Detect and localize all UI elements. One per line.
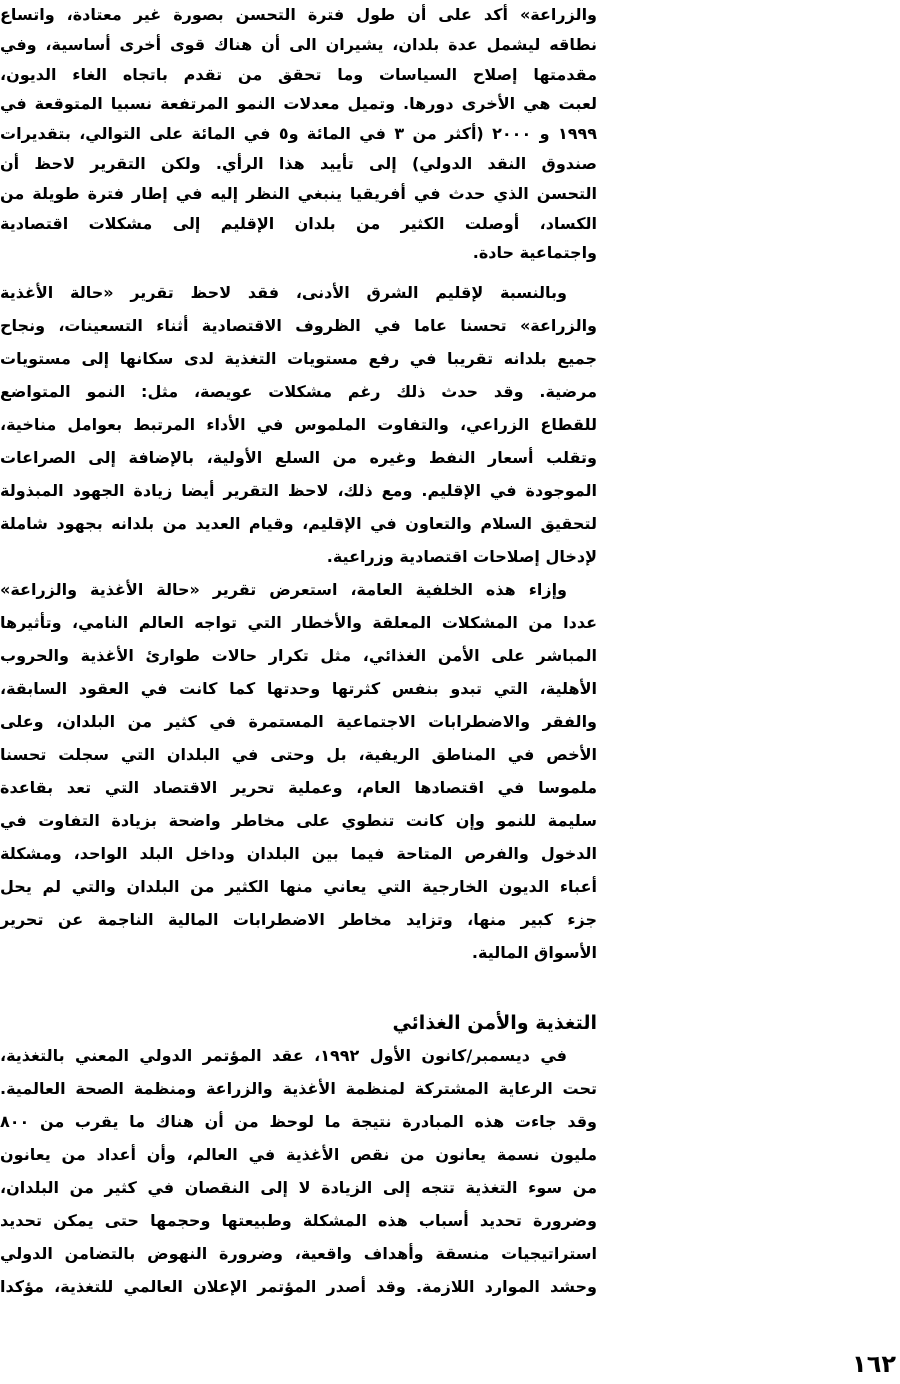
paragraph-2 — [0, 276, 597, 573]
text-line: من سوء التغذية تتجه إلى الزيادة لا إلى النقصان في كثير من البلدان، — [0, 1178, 597, 1198]
text-line: الموجودة في الإقليم. ومع ذلك، لاحظ التقرير أيضا زيادة الجهود المبذولة — [0, 481, 597, 501]
paragraph-1 — [0, 0, 597, 268]
text-line: عددا من المشكلات المعلقة والأخطار التي تواجه العالم النامي، وتأثيرها — [0, 613, 597, 633]
text-line: ملموسا في اقتصادها العام، وعملية تحرير الاقتصاد التي تعد بقاعدة — [0, 778, 597, 798]
text-line: وحشد الموارد اللازمة. وقد أصدر المؤتمر الإعلان العالمي للتغذية، مؤكدا — [0, 1277, 597, 1297]
text-line: تحت الرعاية المشتركة لمنظمة الأغذية والزراعة ومنظمة الصحة العالمية. — [0, 1079, 597, 1099]
text-line: مقدمتها إصلاح السياسات وما تحقق من تقدم باتجاه الغاء الديون، — [0, 64, 597, 84]
text-line: نطاقه ليشمل عدة بلدان، يشيران الى أن هناك قوى أخرى أساسية، وفي — [0, 34, 597, 54]
text-line: الأهلية، التي تبدو بنفس كثرتها وحدتها كما كانت في العقود السابقة، — [0, 679, 597, 699]
text-line: مرضية. وقد حدث ذلك رغم مشكلات عويصة، مثل: النمو المتواضع — [0, 382, 597, 402]
text-line: سليمة للنمو وإن كانت تنطوي على مخاطر واضحة بزيادة التفاوت في — [0, 811, 597, 831]
text-line: وقد جاءت هذه المبادرة نتيجة ما لوحظ من أن هناك ما يقرب من ٨٠٠ — [0, 1112, 597, 1132]
text-line: الدخول والفرص المتاحة فيما بين البلدان وداخل البلد الواحد، ومشكلة — [0, 844, 597, 864]
text-line: وضرورة تحديد أسباب هذه المشكلة وطبيعتها وحجمها حتى يمكن تحديد — [0, 1211, 597, 1231]
text-line: لتحقيق السلام والتعاون في الإقليم، وقيام العديد من بلدانه بجهود شاملة — [0, 514, 597, 534]
text-line: والفقر والاضطرابات الاجتماعية المستمرة في كثير من البلدان، وعلى — [0, 712, 597, 732]
text-line: وبالنسبة لإقليم الشرق الأدنى، فقد لاحظ تقرير «حالة الأغذية — [0, 283, 567, 303]
text-line: المباشر على الأمن الغذائي، مثل تكرار حالات طوارئ الأغذية والحروب — [0, 646, 597, 666]
text-line: لإدخال إصلاحات اقتصادية وزراعية. — [326, 547, 597, 567]
text-line: استراتيجيات منسقة وأهداف واقعية، وضرورة النهوض بالتضامن الدولي — [0, 1244, 597, 1264]
text-line: الأخص في المناطق الريفية، بل وحتى في البلدان التي سجلت تحسنا — [0, 745, 597, 765]
paragraph-3 — [0, 573, 597, 969]
paragraph-4 — [0, 1039, 597, 1303]
text-line: وتقلب أسعار النفط وغيره من السلع الأولية، بالإضافة إلى الصراعات — [0, 448, 597, 468]
text-line: جميع بلدانه تقريبا في رفع مستويات التغذية لدى سكانها إلى مستويات — [0, 349, 597, 369]
section-heading: التغذية والأمن الغذائي — [392, 1012, 597, 1035]
text-line: والزراعة» تحسنا عاما في الظروف الاقتصادية أثناء التسعينات، ونجاح — [0, 316, 597, 336]
page-number: ١٦٢ — [852, 1350, 896, 1378]
text-line: والزراعة» أكد على أن طول فترة التحسن بصورة غير معتادة، واتساع — [0, 5, 597, 24]
text-line: جزء كبير منها، وتزايد مخاطر الاضطرابات المالية الناجمة عن تحرير — [0, 910, 597, 930]
text-line: مليون نسمة يعانون من نقص الأغذية في العالم، وأن أعداد من يعانون — [0, 1145, 597, 1165]
text-line: وإزاء هذه الخلفية العامة، استعرض تقرير «حالة الأغذية والزراعة» — [0, 580, 567, 600]
text-line: أعباء الديون الخارجية التي يعاني منها الكثير من البلدان والتي لم يحل — [0, 877, 597, 897]
text-line: للقطاع الزراعي، والتفاوت الملموس في الأداء المرتبط بعوامل مناخية، — [0, 415, 597, 435]
text-line: واجتماعية حادة. — [472, 243, 597, 263]
text-line: في ديسمبر/كانون الأول ١٩٩٢، عقد المؤتمر الدولي المعني بالتغذية، — [0, 1046, 567, 1066]
text-line: الكساد، أوصلت الكثير من بلدان الإقليم إلى مشكلات اقتصادية — [0, 213, 597, 233]
text-line: صندوق النقد الدولي) إلى تأييد هذا الرأي. ولكن التقرير لاحظ أن — [0, 153, 597, 173]
text-line: التحسن الذي حدث في أفريقيا ينبغي النظر إليه في إطار فترة طويلة من — [0, 183, 597, 203]
text-line: ١٩٩٩ و ٢٠٠٠ (أكثر من ٣ في المائة و٥ في المائة على التوالي، بتقديرات — [0, 124, 597, 144]
text-line: لعبت هي الأخرى دورها. وتميل معدلات النمو المرتفعة نسبيا المتوقعة في — [0, 94, 597, 114]
text-line: الأسواق المالية. — [471, 943, 597, 963]
